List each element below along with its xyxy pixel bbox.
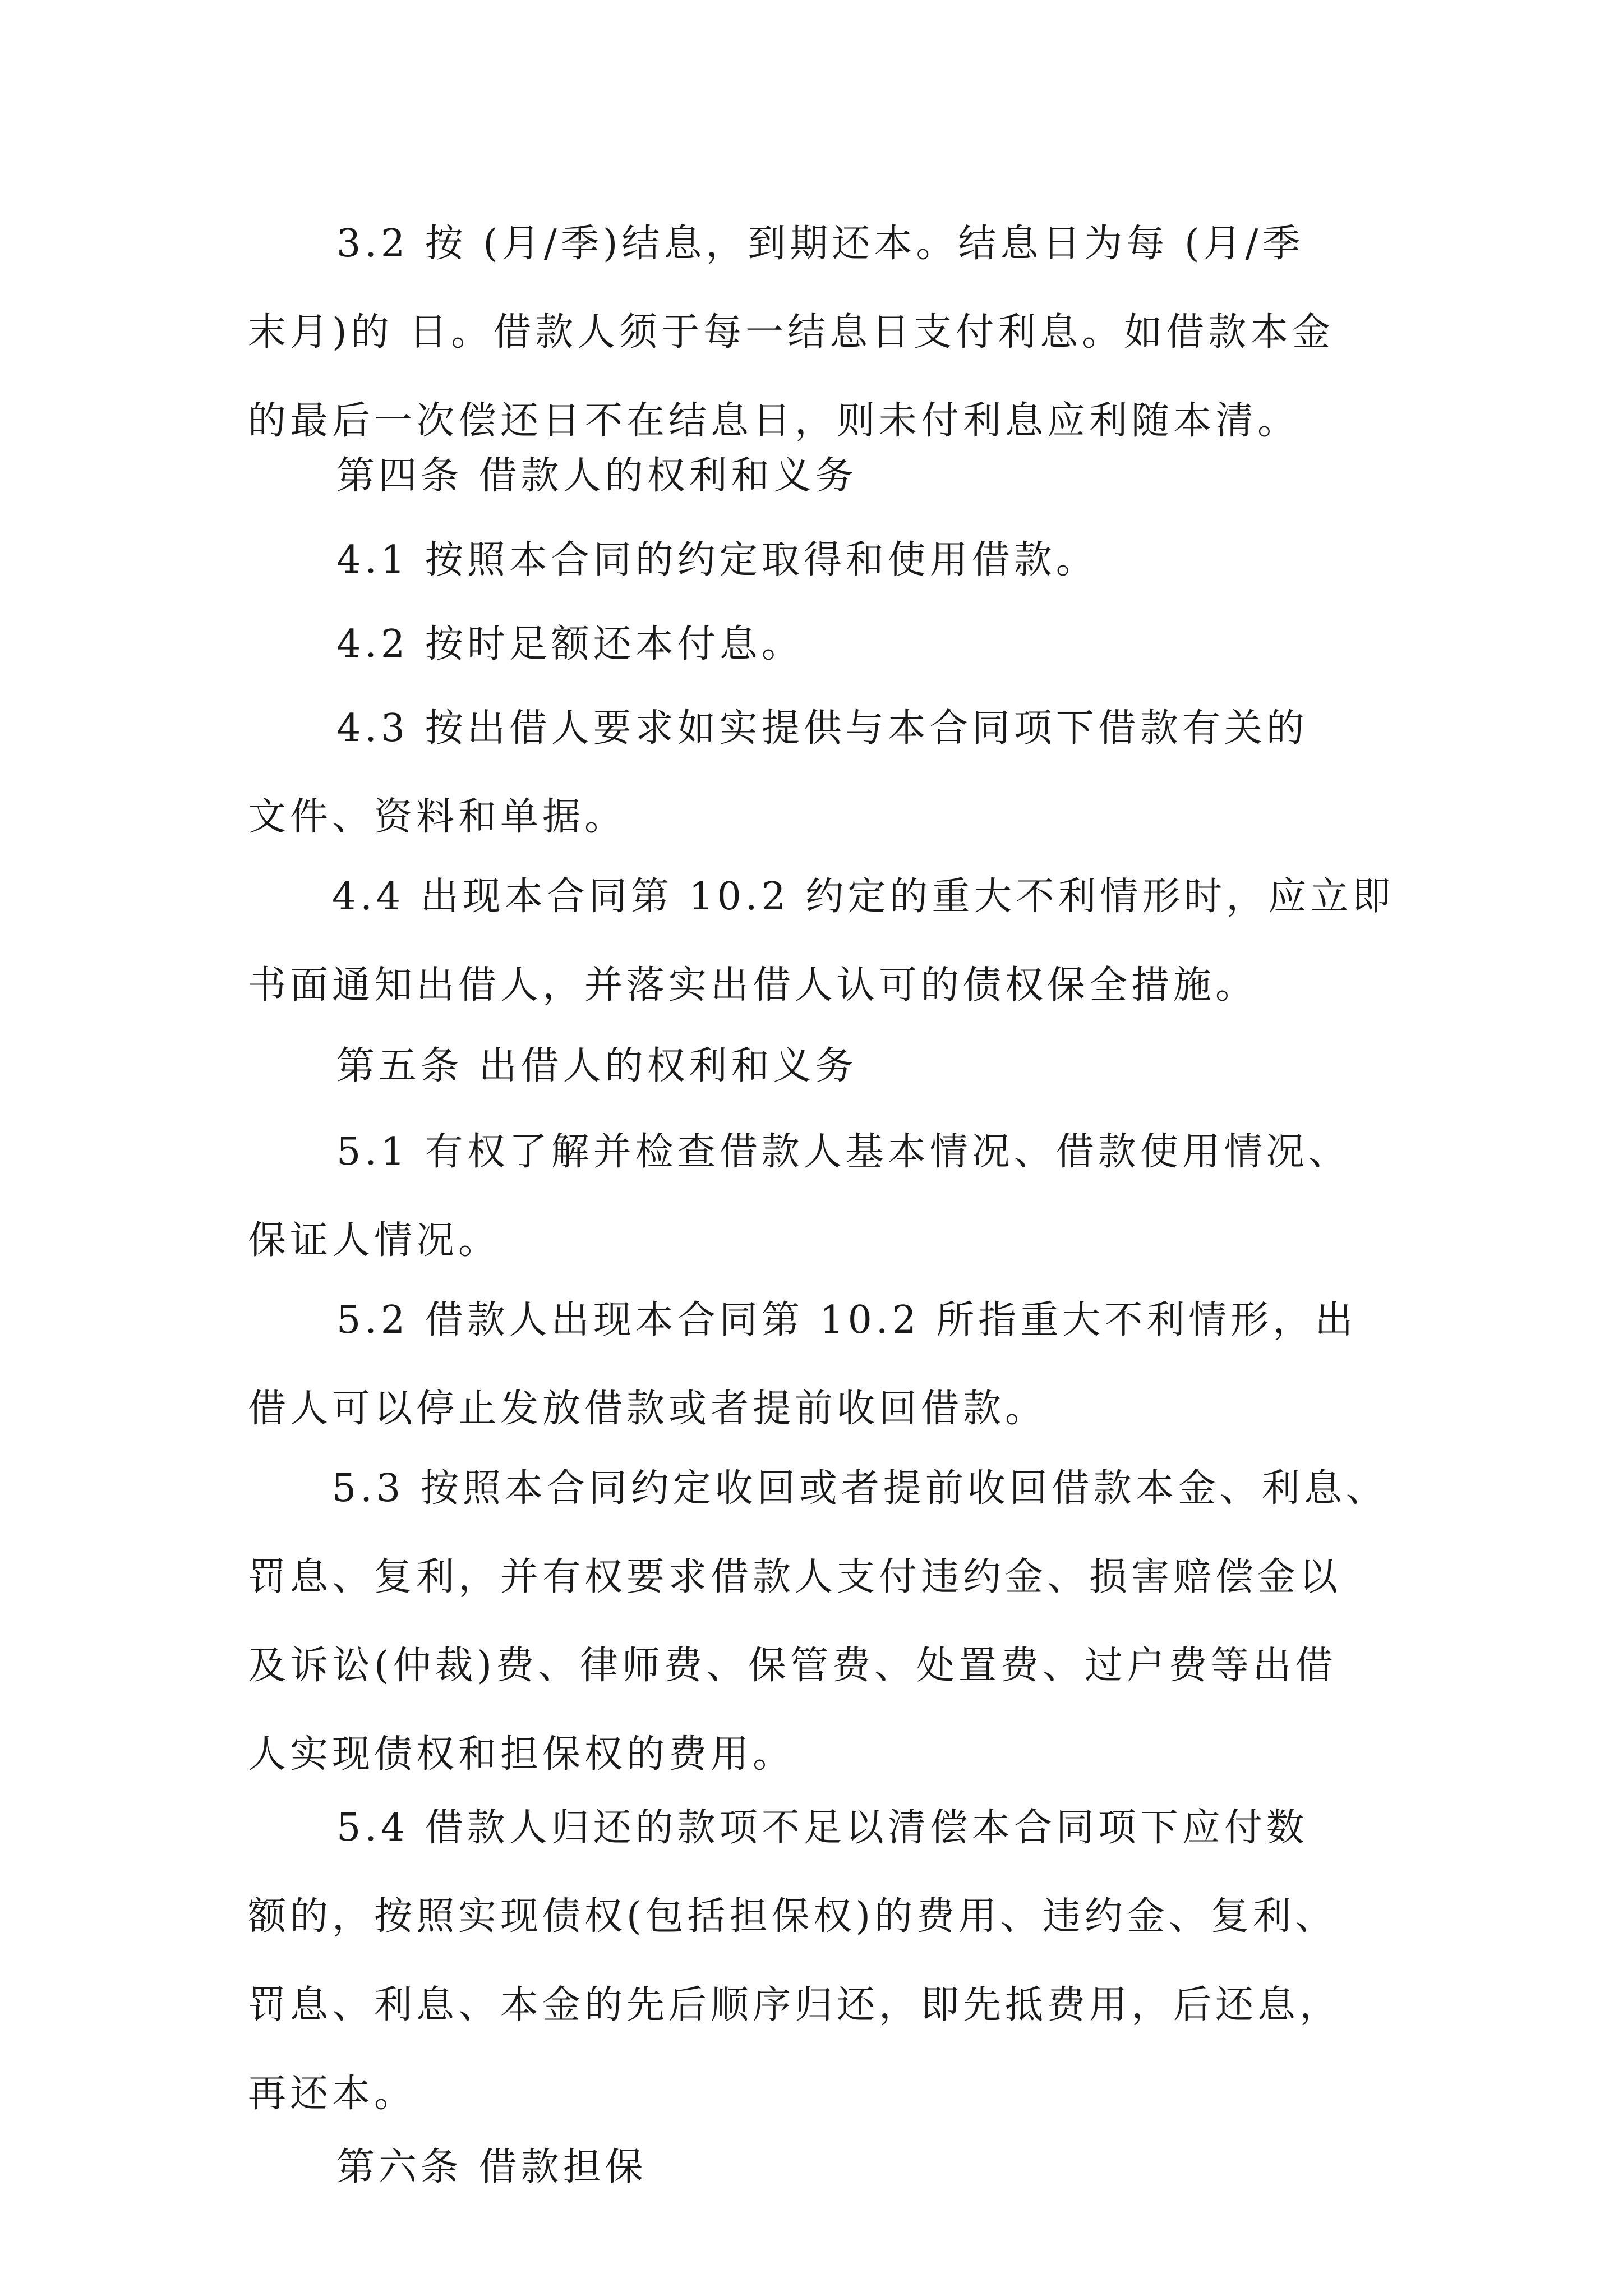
text-line: 3.2 按 (月/季)结息，到期还本。结息日为每 (月/季 [336, 222, 1304, 266]
text-line: 罚息、利息、本金的先后顺序归还，即先抵费用，后还息， [248, 1983, 1342, 2027]
text-line: 4.1 按照本合同的约定取得和使用借款。 [336, 538, 1098, 582]
text-line: 第六条 借款担保 [336, 2145, 647, 2189]
text-line: 5.3 按照本合同约定收回或者提前收回借款本金、利息、 [332, 1466, 1388, 1511]
clause-5-3 [248, 1444, 1386, 1799]
article-4-heading [248, 432, 1386, 521]
text-line: 5.1 有权了解并检查借款人基本情况、借款使用情况、 [336, 1130, 1350, 1174]
clause-4-1 [248, 516, 1386, 605]
clause-4-3 [248, 684, 1386, 862]
text-line: 4.2 按时足额还本付息。 [336, 622, 804, 666]
text-line: 再还本。 [248, 2072, 417, 2116]
text-line: 罚息、复利，并有权要求借款人支付违约金、损害赔偿金以 [248, 1555, 1342, 1599]
clause-5-1 [248, 1108, 1386, 1285]
text-line: 书面通知出借人，并落实出借人认可的债权保全措施。 [248, 963, 1258, 1007]
text-line: 5.4 借款人归还的款项不足以清偿本合同项下应付数 [336, 1806, 1308, 1850]
clause-4-2 [248, 600, 1386, 689]
article-6-heading [248, 2123, 1386, 2212]
text-line: 及诉讼(仲裁)费、律师费、保管费、处置费、过户费等出借 [248, 1644, 1338, 1688]
clause-5-4 [248, 1784, 1386, 2138]
clause-3-2 [248, 200, 1386, 466]
clause-4-4 [248, 853, 1395, 1030]
text-line: 4.4 出现本合同第 10.2 约定的重大不利情形时，应立即 [332, 875, 1395, 919]
text-line: 第五条 出借人的权利和义务 [336, 1044, 857, 1088]
text-line: 5.2 借款人出现本合同第 10.2 所指重大不利情形，出 [336, 1298, 1357, 1342]
text-line: 借人可以停止发放借款或者提前收回借款。 [248, 1387, 1048, 1431]
text-line: 末月)的 日。借款人须于每一结息日支付利息。如借款本金 [248, 310, 1335, 355]
text-line: 4.3 按出借人要求如实提供与本合同项下借款有关的 [336, 706, 1308, 751]
text-line: 人实现债权和担保权的费用。 [248, 1732, 795, 1777]
clause-5-2 [248, 1276, 1386, 1453]
text-line: 的最后一次偿还日不在结息日，则未付利息应利随本清。 [248, 399, 1300, 443]
text-line: 文件、资料和单据。 [248, 795, 627, 839]
text-line: 额的，按照实现债权(包括担保权)的费用、违约金、复利、 [248, 1894, 1338, 1939]
article-5-heading [248, 1022, 1386, 1111]
text-line: 保证人情况。 [248, 1218, 501, 1263]
text-line: 第四条 借款人的权利和义务 [336, 454, 857, 498]
